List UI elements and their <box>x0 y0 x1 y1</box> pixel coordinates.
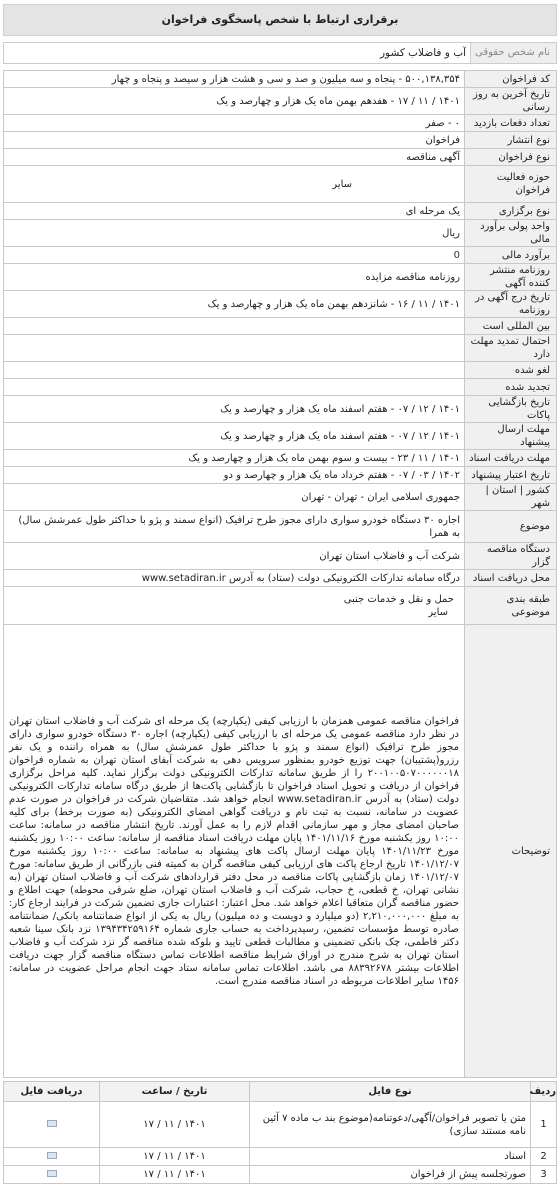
code-value: ۵۰۰,۱۳۸,۳۵۴ - پنجاه و سه میلیون و صد و سی و هشت هزار و سیصد و پنجاه و چهار <box>4 71 465 88</box>
download-file-icon[interactable] <box>47 1120 57 1127</box>
files-header-date: تاریخ / ساعت <box>100 1082 250 1102</box>
publish-label: نوع انتشار <box>465 132 557 149</box>
receive-deadline-label: مهلت دریافت اسناد <box>465 450 557 467</box>
page-title: برقراری ارتباط با شخص پاسخگوی فراخوان <box>3 4 557 36</box>
place-label: محل دریافت اسناد <box>465 570 557 587</box>
file-date: ۱۴۰۱ / ۱۱ / ۱۷ <box>100 1166 250 1184</box>
file-row <box>4 1166 557 1184</box>
category-label: طبقه بندی موضوعی <box>465 587 557 625</box>
subject-label: موضوع <box>465 511 557 543</box>
category-line-1: حمل و نقل و خدمات جنبی <box>343 593 454 605</box>
file-num: 2 <box>531 1148 557 1166</box>
file-type: اسناد <box>250 1148 531 1166</box>
cancel-value <box>4 362 465 379</box>
visits-label: تعداد دفعات بازدید <box>465 115 557 132</box>
call-type-value: آگهی مناقصه <box>4 149 465 166</box>
send-deadline-label: مهلت ارسال پیشنهاد <box>465 423 557 450</box>
download-cell[interactable] <box>4 1148 100 1166</box>
tender-info-table <box>3 70 557 1078</box>
extend-label: احتمال تمدید مهلت دارد <box>465 335 557 362</box>
files-header-download: دریافت فایل <box>4 1082 100 1102</box>
intl-value <box>4 318 465 335</box>
open-date-value: ۱۴۰۱ / ۱۲ / ۰۷ - هفتم اسفند ماه یک هزار و چهارصد و یک <box>4 396 465 423</box>
renew-value <box>4 379 465 396</box>
estimate-value: 0 <box>4 247 465 264</box>
validity-value: ۱۴۰۲ / ۰۳ / ۰۷ - هفتم خرداد ماه یک هزار و چهارصد و دو <box>4 467 465 484</box>
file-type: متن یا تصویر فراخوان/آگهی/دعوتنامه(موضوع بند ب ماده ۷ آئین نامه مستند سازی) <box>250 1102 531 1148</box>
activity-label: حوزه فعالیت فراخوان <box>465 166 557 203</box>
org-value: شرکت آب و فاضلاب استان تهران <box>4 543 465 570</box>
code-label: کد فراخوان <box>465 71 557 88</box>
newspaper-label: روزنامه منتشر کننده آگهی <box>465 264 557 291</box>
extend-value <box>4 335 465 362</box>
download-file-icon[interactable] <box>47 1152 57 1159</box>
ad-date-value: ۱۴۰۱ / ۱۱ / ۱۶ - شانزدهم بهمن ماه یک هزار و چهارصد و یک <box>4 291 465 318</box>
renew-label: تجدید شده <box>465 379 557 396</box>
category-line-2: سایر <box>428 606 448 618</box>
contact-label: نام شخص حقوقی <box>470 43 556 63</box>
receive-deadline-value: ۱۴۰۱ / ۱۱ / ۲۳ - بیست و سوم بهمن ماه یک هزار و چهارصد و یک <box>4 450 465 467</box>
currency-label: واحد پولی برآورد مالی <box>465 220 557 247</box>
files-header-row: ردیف <box>531 1082 557 1102</box>
holding-value: یک مرحله ای <box>4 203 465 220</box>
publish-value: فراخوان <box>4 132 465 149</box>
download-cell[interactable] <box>4 1166 100 1184</box>
intl-label: بین المللی است <box>465 318 557 335</box>
download-file-icon[interactable] <box>47 1170 57 1177</box>
file-row <box>4 1148 557 1166</box>
call-type-label: نوع فراخوان <box>465 149 557 166</box>
download-cell[interactable] <box>4 1102 100 1148</box>
send-deadline-value: ۱۴۰۱ / ۱۲ / ۰۷ - هفتم اسفند ماه یک هزار و چهارصد و یک <box>4 423 465 450</box>
location-label: کشور | استان | شهر <box>465 484 557 511</box>
files-header-type: نوع فایل <box>250 1082 531 1102</box>
validity-label: تاریخ اعتبار پیشنهاد <box>465 467 557 484</box>
file-date: ۱۴۰۱ / ۱۱ / ۱۷ <box>100 1148 250 1166</box>
file-num: 3 <box>531 1166 557 1184</box>
cancel-label: لغو شده <box>465 362 557 379</box>
file-num: 1 <box>531 1102 557 1148</box>
category-value <box>4 587 465 625</box>
update-value: ۱۴۰۱ / ۱۱ / ۱۷ - هفدهم بهمن ماه یک هزار و چهارصد و یک <box>4 88 465 115</box>
file-date: ۱۴۰۱ / ۱۱ / ۱۷ <box>100 1102 250 1148</box>
place-value[interactable]: درگاه سامانه تدارکات الکترونیکی دولت (ستاد) به آدرس www.setadiran.ir <box>4 570 465 587</box>
files-table <box>3 1081 557 1184</box>
desc-text: فراخوان مناقصه عمومی همزمان با ارزیابی کیفی (یکپارچه) یک مرحله ای شرکت آب و فاضلاب استان تهران در نظر دارد مناقصه عمومی یک مرحله ای با ارزیابی کیفی (یکپارچه) اجاره ۳۰ دستگاه خودرو سواری دارای مجوز طرح ترافیک (انواع سمند و پژو با حداکثر طول عمرشش سال) به همراه راننده و یک نفر رزرو(پشتیبان) جهت توزیع خودرو بمنظور سرویس دهی به شرکت آبفای استان تهران به شماره فراخوان ۲۰۰۱۰۰۵۰۷۰۰۰۰۰۰۱۸ را از طریق سامانه تدارکات الکترونیکی دولت برگزار نماید. کلیه مراحل برگزاری فراخوان از دریافت و تحویل اسناد فراخوان تا بازگشایی پاکت‌ها از طریق درگاه سامانه تدارکات الکترونیکی دولت (ستاد) به آدرس www.setadiran.ir انجام خواهد شد. متقاضیان شرکت در فراخوان در صورت عدم عضویت در سامانه، نسبت به ثبت نام و دریافت گواهی امضای الکترونیکی (به صورت برخط) برای کلیه صاحبان امضای مجاز و مهر سازمانی اقدام لازم را به عمل آورند. تاریخ انتشار مناقصه در سامانه: ساعت ۱۰:۰۰ روز یکشنبه مورخ ۱۴۰۱/۱۱/۱۶ پایان مهلت دریافت اسناد مناقصه از سامانه: ساعت ۱۰:۰۰ روز یکشنبه مورخ ۱۴۰۱/۱۱/۲۳ پایان مهلت ارسال پاکت های پیشنهاد به سامانه: ساعت ۱۰:۰۰ روز یکشنبه مورخ ۱۴۰۱/۱۲/۰۷ تاریخ ارجاع پاکت های ارزیابی کیفی مناقصه گران به کمیته فنی بازرگانی از طریق سامانه: مورخ ۱۴۰۱/۱۲/۰۷ زمان بازگشایی پاکات مناقصه در محل دفتر قراردادهای شرکت آب و فاضلاب استان تهران (به نشانی تهران، خ قطعی، خ حجاب، شرکت آب و فاضلاب استان تهران، ضلع شرقی محوطه) جهت اطلاع و حضور مناقصه گران متعاقبا اعلام خواهد شد. محل اعتبار: اعتبارات جاری تضمین شرکت در فرایند ارجاع کار: به مبلغ ۲,۲۱۰,۰۰۰,۰۰۰ (دو میلیارد و دویست و ده میلیون) ریال به یکی از انواع ضمانتنامه بانکی/ ضمانتنامه صادره توسط مؤسسات تضمین، رسیدپرداخت به حساب جاری شماره ۱۳۹۴۳۴۲۵۹۱۶۴ نزد بانک سینا شعبه دکتر فاطمی، چک بانکی تضمینی و مطالبات قطعی تایید و بلوکه شده مناقصه گر نزد شرکت آب و فاضلاب استان تهران به شرح مندرج در اوراق شرایط مناقصه اطلاعات تماس دستگاه مناقصه گزار جهت دریافت اطلاعات بیشتر ۸۸۳۹۲۶۷۸ می باشد. اطلاعات تماس سامانه ستاد جهت انجام مراحل عضویت در سامانه: ۱۴۵۶ سایر اطلاعات مربوطه در اسناد مناقصه مندرج است. <box>4 625 465 1078</box>
file-type: صورتجلسه پیش از فراخوان <box>250 1166 531 1184</box>
org-label: دستگاه مناقصه گزار <box>465 543 557 570</box>
activity-value: سایر <box>4 166 465 203</box>
visits-value: ۰ - صفر <box>4 115 465 132</box>
currency-value: ریال <box>4 220 465 247</box>
open-date-label: تاریخ بازگشایی پاکات <box>465 396 557 423</box>
location-value: جمهوری اسلامی ایران - تهران - تهران <box>4 484 465 511</box>
update-label: تاریخ آخرین به روز رسانی <box>465 88 557 115</box>
subject-value: اجاره ۳۰ دستگاه خودرو سواری دارای مجوز طرح ترافیک (انواع سمند و پژو با حداکثر طول عمرشش سال) به همرا <box>4 511 465 543</box>
estimate-label: برآورد مالی <box>465 247 557 264</box>
contact-value[interactable]: آب و فاضلاب کشور <box>379 47 466 59</box>
holding-label: نوع برگزاری <box>465 203 557 220</box>
newspaper-value: روزنامه مناقصه مزایده <box>4 264 465 291</box>
contact-row <box>3 42 557 64</box>
desc-label: توضیحات <box>465 625 557 1078</box>
file-row <box>4 1102 557 1148</box>
ad-date-label: تاریخ درج آگهی در روزنامه <box>465 291 557 318</box>
